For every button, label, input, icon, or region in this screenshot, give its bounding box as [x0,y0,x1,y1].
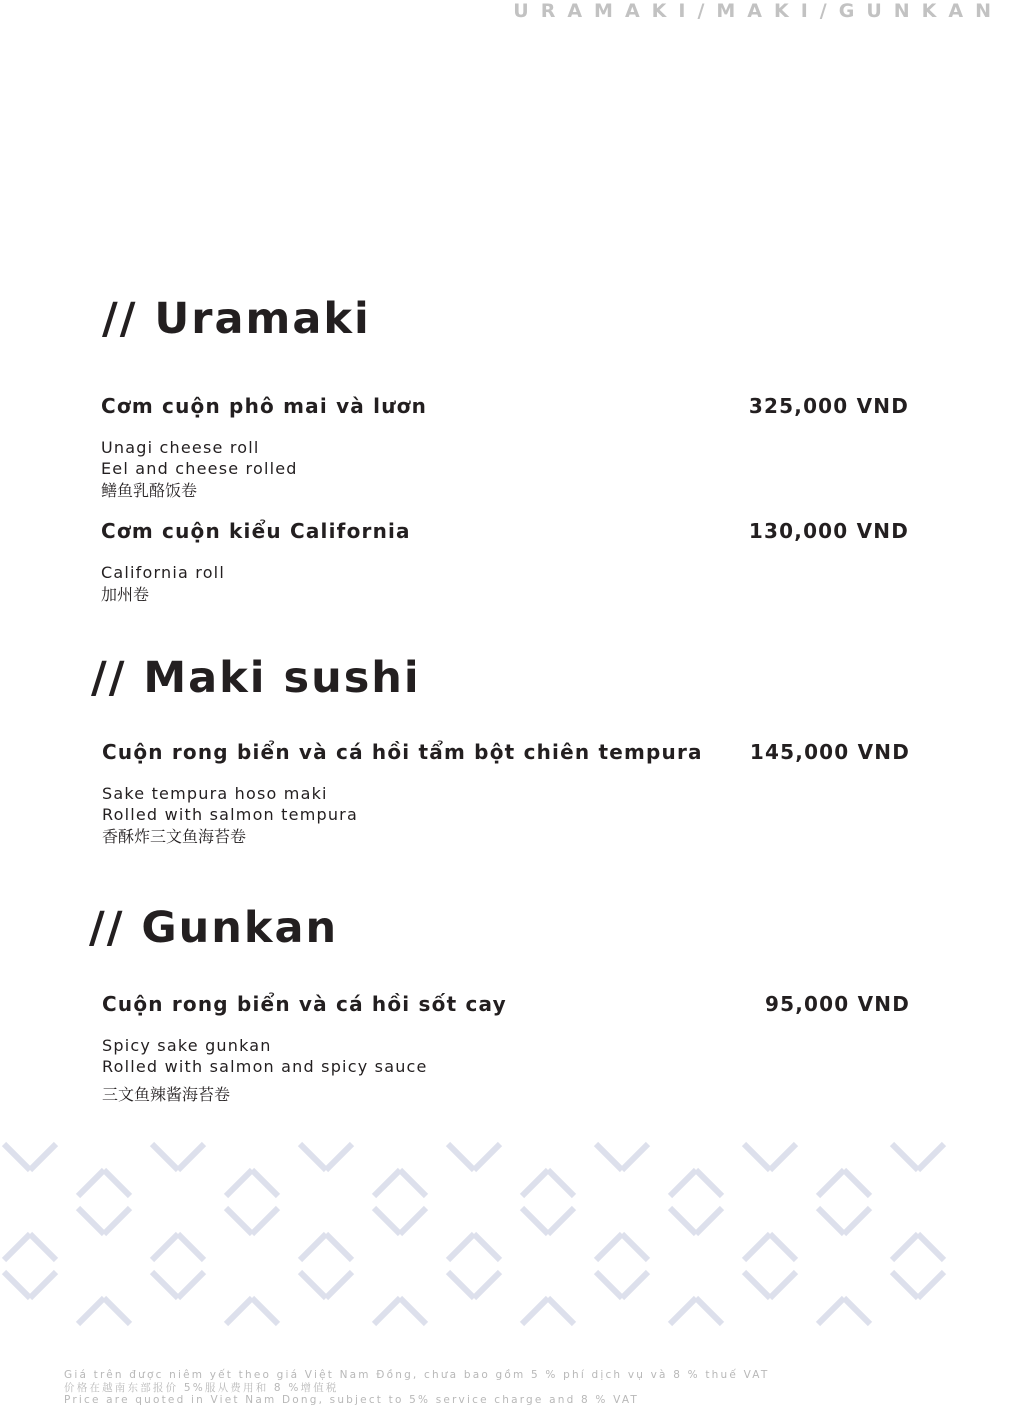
item-price: 95,000 VND [765,992,910,1016]
footer-note [64,1369,769,1407]
pattern-stroke [300,1234,326,1260]
pattern-stroke [548,1208,574,1234]
item-desc-en: Rolled with salmon and spicy sauce [102,1057,428,1076]
item-desc-en: Rolled with salmon tempura [102,805,358,824]
pattern-stroke [374,1208,400,1234]
pattern-stroke [400,1170,426,1196]
item-name: Cuộn rong biển và cá hồi sốt cay [102,992,507,1016]
pattern-stroke [622,1144,648,1170]
item-desc-cn: 加州卷 [101,585,150,604]
item-desc-en: Unagi cheese roll [101,438,260,457]
pattern-stroke [400,1298,426,1324]
pattern-stroke [622,1272,648,1298]
pattern-stroke [522,1170,548,1196]
pattern-stroke [744,1272,770,1298]
footer-line-cn: 价格在越南东部报价 5%服从费用和 8 %增值税 [64,1381,339,1394]
pattern-stroke [892,1144,918,1170]
pattern-stroke [818,1208,844,1234]
pattern-stroke [326,1272,352,1298]
pattern-stroke [374,1298,400,1324]
pattern-stroke [448,1272,474,1298]
pattern-stroke [670,1170,696,1196]
section-title-uramaki: // Uramaki [102,294,371,344]
pattern-stroke [696,1298,722,1324]
pattern-stroke [4,1272,30,1298]
pattern-stroke [104,1208,130,1234]
pattern-stroke [4,1234,30,1260]
pattern-stroke [548,1298,574,1324]
menu-item [101,519,909,607]
menu-item [102,740,910,849]
item-name: Cơm cuộn kiểu California [101,519,411,543]
pattern-stroke [474,1272,500,1298]
item-price: 145,000 VND [749,740,910,764]
pattern-stroke [4,1144,30,1170]
item-desc-en: Eel and cheese rolled [101,459,298,478]
pattern-stroke [744,1144,770,1170]
footer-line-en: Price are quoted in Viet Nam Dong, subject to 5% service charge and 8 % VAT [64,1394,640,1406]
pattern-stroke [152,1144,178,1170]
pattern-stroke [178,1234,204,1260]
pattern-stroke [892,1272,918,1298]
pattern-stroke [178,1272,204,1298]
item-price: 325,000 VND [748,394,909,418]
item-desc-en: Sake tempura hoso maki [102,784,328,803]
pattern-stroke [374,1170,400,1196]
pattern-stroke [622,1234,648,1260]
pattern-stroke [104,1170,130,1196]
pattern-stroke [770,1234,796,1260]
pattern-stroke [252,1208,278,1234]
footer-line-vi: Giá trên được niêm yết theo giá Việt Nam Đồng, chưa bao gồm 5 % phí dịch vụ và 8 % thuế VAT [64,1369,770,1381]
pattern-stroke [78,1208,104,1234]
pattern-stroke [326,1144,352,1170]
pattern-stroke [104,1298,130,1324]
pattern-stroke [30,1272,56,1298]
pattern-stroke [522,1298,548,1324]
pattern-stroke [918,1234,944,1260]
pattern-stroke [844,1208,870,1234]
pattern-stroke [548,1170,574,1196]
pattern-stroke [744,1234,770,1260]
pattern-stroke [844,1170,870,1196]
item-desc-cn: 鳝鱼乳酪饭卷 [101,481,198,500]
pattern-stroke [892,1234,918,1260]
item-desc-cn: 三文鱼辣酱海苔卷 [102,1085,231,1104]
section-title-maki-sushi: // Maki sushi [91,653,421,703]
pattern-stroke [400,1208,426,1234]
item-name: Cơm cuộn phô mai và lươn [101,394,428,418]
pattern-stroke [78,1170,104,1196]
pattern-stroke [696,1208,722,1234]
pattern-stroke [152,1272,178,1298]
pattern-stroke [696,1170,722,1196]
menu-item [102,992,910,1107]
menu-item [101,394,909,503]
pattern-stroke [770,1272,796,1298]
page-header-title: URAMAKI/MAKI/GUNKAN [513,0,1003,22]
pattern-stroke [918,1144,944,1170]
pattern-stroke [522,1208,548,1234]
pattern-stroke [448,1144,474,1170]
pattern-stroke [226,1208,252,1234]
pattern-stroke [178,1144,204,1170]
pattern-stroke [30,1234,56,1260]
pattern-stroke [474,1234,500,1260]
item-desc-en: California roll [101,563,225,582]
pattern-stroke [30,1144,56,1170]
pattern-stroke [226,1298,252,1324]
pattern-stroke [326,1234,352,1260]
pattern-stroke [670,1298,696,1324]
item-desc-en: Spicy sake gunkan [102,1036,272,1055]
pattern-stroke [152,1234,178,1260]
pattern-stroke [918,1272,944,1298]
pattern-stroke [226,1170,252,1196]
item-desc-cn: 香酥炸三文鱼海苔卷 [102,827,247,846]
pattern-stroke [448,1234,474,1260]
pattern-stroke [670,1208,696,1234]
pattern-stroke [596,1272,622,1298]
pattern-stroke [818,1170,844,1196]
pattern-stroke [818,1298,844,1324]
pattern-stroke [596,1234,622,1260]
section-title-gunkan: // Gunkan [89,903,339,953]
pattern-stroke [474,1144,500,1170]
pattern-stroke [300,1272,326,1298]
item-price: 130,000 VND [748,519,909,543]
pattern-stroke [252,1170,278,1196]
pattern-stroke [78,1298,104,1324]
item-name: Cuộn rong biển và cá hồi tẩm bột chiên tempura [102,740,703,764]
pattern-stroke [596,1144,622,1170]
pattern-stroke [252,1298,278,1324]
decorative-pattern [0,1140,1011,1330]
pattern-stroke [300,1144,326,1170]
pattern-stroke [844,1298,870,1324]
pattern-stroke [770,1144,796,1170]
